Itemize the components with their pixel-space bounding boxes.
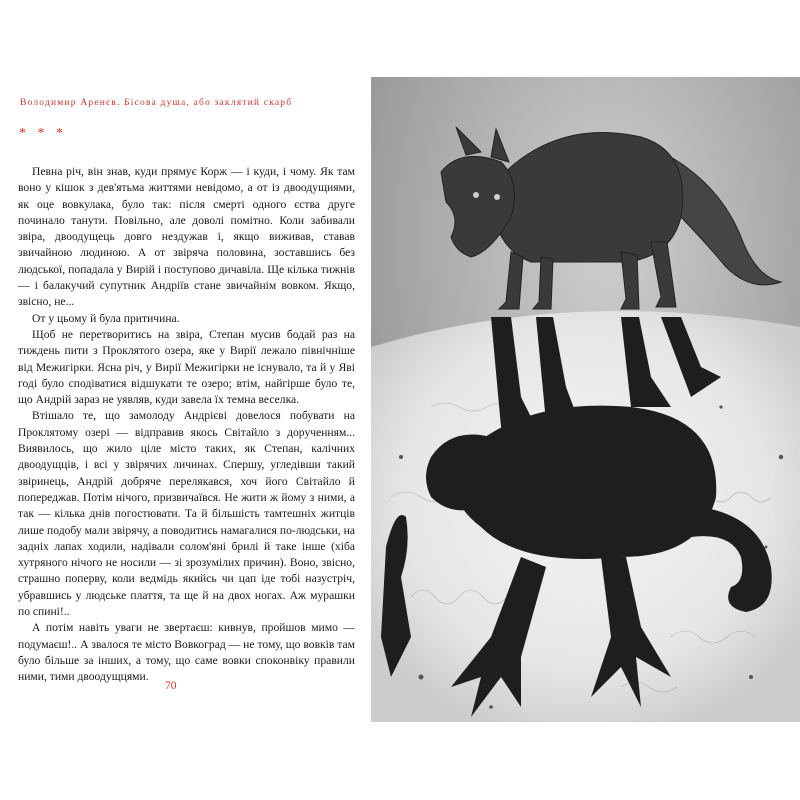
wolf-shadow-drawing (371, 77, 800, 722)
paragraph: Щоб не перетворитись на звіра, Степан мусив бодай раз на тиждень пити з Проклятого озера, яке у Вирії лежало північніше від Межигірки. Ясна річ, у Вирії Межигірки не існувало, та й у Яві годі було сподіватися відшукати те озеро; втім, найгірше було те, що Андрій зараз не уявляв, куди завела їх темна веселка. (18, 327, 355, 407)
paragraph: А потім навіть уваги не звертаєш: кивнув, пройшов мимо — подумаєш!.. А звалося те місто Вовкоград — не тому, що вовків там було більше за інших, а тому, що саме вовки споконвіку правили ними, тими двоодущцями. (18, 621, 355, 684)
section-mark: * * * (19, 126, 67, 141)
body-text (18, 164, 355, 686)
paragraph: Втішало те, що замолоду Андрієві довелося побувати на Проклятому озері — відправив якось Світайло з дорученням... Виявилось, що жило ціле місто таких, як Степан, калічних двоодущців, і всі у звірячих личинах. Спершу, угледівши такий звіринець, Андрій добряче перелякався, хоч його Світайло й попереджав. Потім нічого, призвичаївся. Не жити ж йому з ними, а так — кілька днів погостювати. Та й більшість тамтешніх житців лише подобу мали звірячу, а поводитись намагалися по-людськи, на задніх лапах ходили, надівали солом'яні брилі й таке інше (хіба хутряного нічого не носили — зі зрозумілих причин). Воно, звісно, страшно поперву, коли ведмідь якийсь чи цап іде тобі назустріч, убравшись у людське плаття, та ще й на двох ногах. Аж мурашки по спині!.. (18, 409, 355, 619)
page-number: 70 (165, 680, 177, 692)
running-head: Володимир Аренєв. Бісова душа, або заклятий скарб (20, 98, 293, 108)
paragraph: Певна річ, він знав, куди прямує Корж — і куди, і чому. Як там воно у кішок з дев'ятьма життями невідомо, а от із двоодущиями, як оце вовкулака, було так: після смерті одного єства друге починало танути. Повільно, але доволі помітно. Коли забивали звіра, двоодущець довго нездужав і, якщо виживав, ставав звичайною людиною. А от звіряча половина, зоставшись без людської, попадала у Вирій і поступово дичавіла. Ще кілька тижнів — і балакучий супутник Андріїв стане звичайнім вовком. Якщо, звісно, не... (18, 165, 355, 309)
wolf-illustration (371, 77, 800, 722)
paragraph: От у цьому й була притичина. (32, 311, 180, 325)
